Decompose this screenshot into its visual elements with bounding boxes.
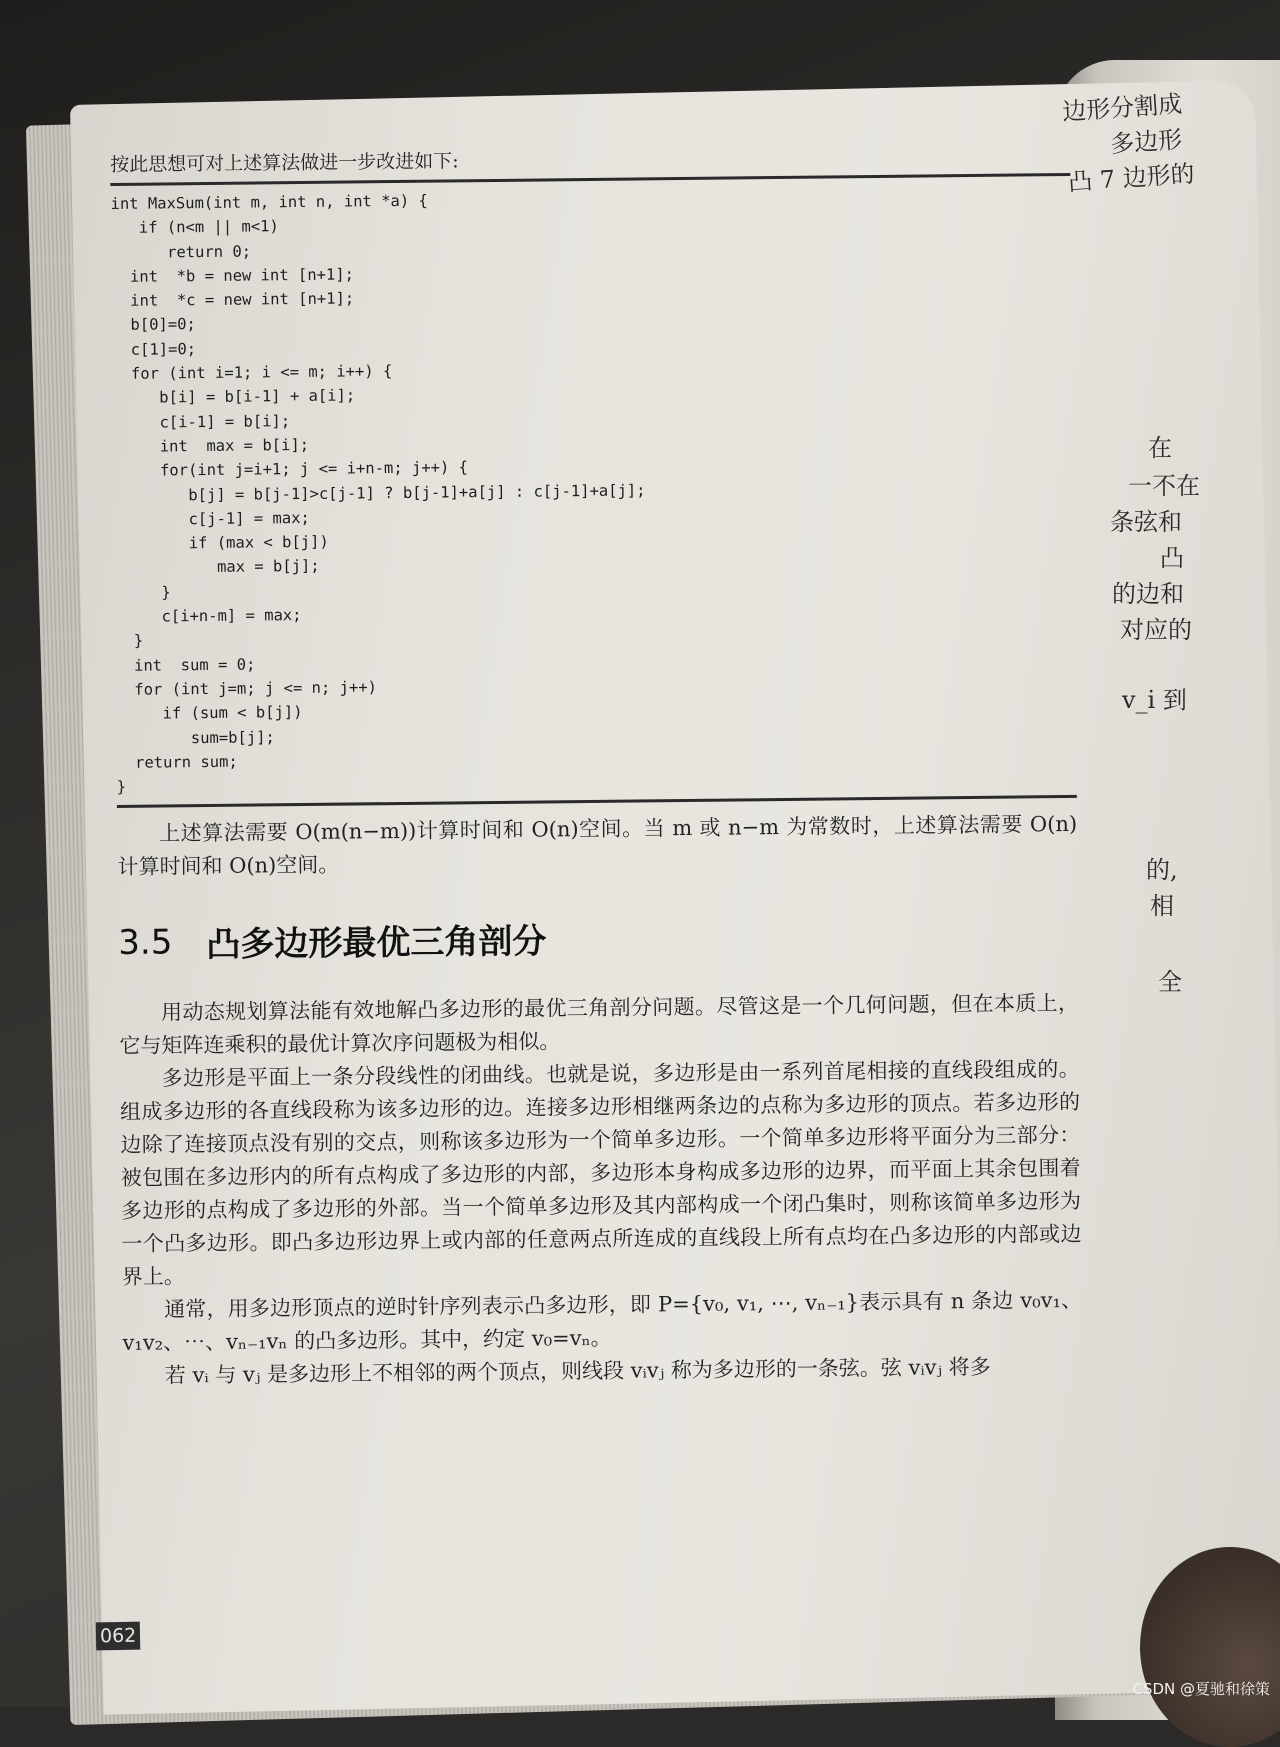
code-line: int MaxSum(int m, int n, int *a) {: [110, 191, 428, 213]
facing-line: v_i 到: [1122, 686, 1187, 714]
facing-line: 边形分割成: [1061, 89, 1184, 127]
code-line: c[j-1] = max;: [113, 508, 310, 529]
facing-line: 的边和: [1112, 580, 1184, 608]
page-content: [110, 140, 1083, 1393]
facing-line: 一不在: [1128, 472, 1200, 500]
code-line: return sum;: [116, 752, 238, 772]
intro-text: 按此思想可对上述算法做进一步改进如下:: [110, 150, 459, 176]
code-block: [110, 182, 1076, 799]
code-line: int sum = 0;: [115, 655, 256, 675]
code-line: if (max < b[j]): [114, 532, 329, 554]
facing-line: 对应的: [1120, 616, 1192, 644]
code-line: c[i-1] = b[i];: [112, 411, 291, 432]
section-number: 3.5: [118, 922, 173, 963]
code-line: }: [115, 632, 144, 651]
code-line: c[1]=0;: [111, 339, 197, 359]
facing-line: 的,: [1146, 856, 1178, 884]
code-line: if (n<m || m<1): [110, 217, 279, 238]
code-line: b[j] = b[j-1]>c[j-1] ? b[j-1]+a[j] : c[j-1]+a[j];: [113, 480, 646, 505]
complexity-paragraph: 上述算法需要 O(m(n−m))计算时间和 O(n)空间。当 m 或 n−m 为常数时，上述算法需要 O(n)计算时间和 O(n)空间。: [117, 812, 1078, 880]
code-line: b[i] = b[i-1] + a[i];: [112, 386, 356, 408]
body-paragraph: 用动态规划算法能有效地解凸多边形的最优三角剖分问题。尽管这是一个几何问题，但在本质上，它与矩阵连乘积的最优计算次序问题极为相似。: [119, 991, 1080, 1059]
body-paragraph: 多边形是平面上一条分段线性的闭曲线。也就是说，多边形是由一系列首尾相接的直线段组成的。组成多边形的各直线段称为该多边形的边。连接多边形相继两条边的点称为多边形的顶点。若多边形的边除了连接顶点没有别的交点，则称该多边形为一个简单多边形。一个简单多边形将平面分为三部分：被包围在多边形内的所有点构成了多边形的内部，多边形本身构成多边形的边界，而平面上其余包围着多边形的点构成了多边形的外部。当一个简单多边形及其内部构成一个闭凸集时，则称该简单多边形为一个凸多边形。即凸多边形边界上或内部的任意两点所连成的直线段上所有点均在凸多边形的内部或边界上。: [119, 1057, 1082, 1290]
facing-line: 全: [1158, 968, 1182, 996]
code-line: b[0]=0;: [111, 315, 196, 335]
code-line: for (int i=1; i <= m; i++) {: [112, 362, 393, 384]
section-title: 凸多边形最优三角剖分: [206, 921, 547, 966]
facing-line: 凸: [1160, 544, 1184, 572]
code-line: sum=b[j];: [116, 727, 275, 748]
facing-line: 在: [1148, 434, 1172, 462]
code-line: max = b[j];: [114, 557, 320, 578]
code-line: if (sum < b[j]): [115, 703, 303, 724]
watermark: CSDN @夏驰和徐策: [1132, 1680, 1270, 1698]
facing-line: 相: [1150, 892, 1174, 920]
code-line: }: [116, 777, 127, 797]
code-line: for(int j=i+1; j <= i+n-m; j++) {: [113, 458, 469, 481]
code-line: }: [114, 583, 171, 602]
code-line: int *b = new int [n+1];: [111, 265, 355, 286]
body-paragraph: 若 vᵢ 与 vⱼ 是多边形上不相邻的两个顶点，则线段 vᵢvⱼ 称为多边形的一条弦。弦 vᵢvⱼ 将多: [164, 1355, 991, 1388]
code-line: int *c = new int [n+1];: [111, 289, 355, 311]
code-line: int max = b[i];: [113, 435, 310, 456]
body-paragraph: 通常，用多边形顶点的逆时针序列表示凸多边形，即 P={v₀, v₁, ⋯, vₙ₋₁}表示具有 n 条边 v₀v₁、v₁v₂、⋯、vₙ₋₁vₙ 的凸多边形。其中，约定 v₀=vₙ。: [122, 1288, 1083, 1356]
code-line: for (int j=m; j <= n; j++): [115, 678, 378, 699]
facing-line: 条弦和: [1110, 508, 1182, 536]
facing-line: 凸 7 边形的: [1067, 159, 1196, 197]
code-line: return 0;: [110, 242, 252, 262]
facing-line: 多边形: [1109, 125, 1184, 159]
code-line: c[i+n-m] = max;: [114, 606, 302, 627]
section-heading: [118, 908, 1078, 967]
page-number: 062: [96, 1622, 141, 1651]
